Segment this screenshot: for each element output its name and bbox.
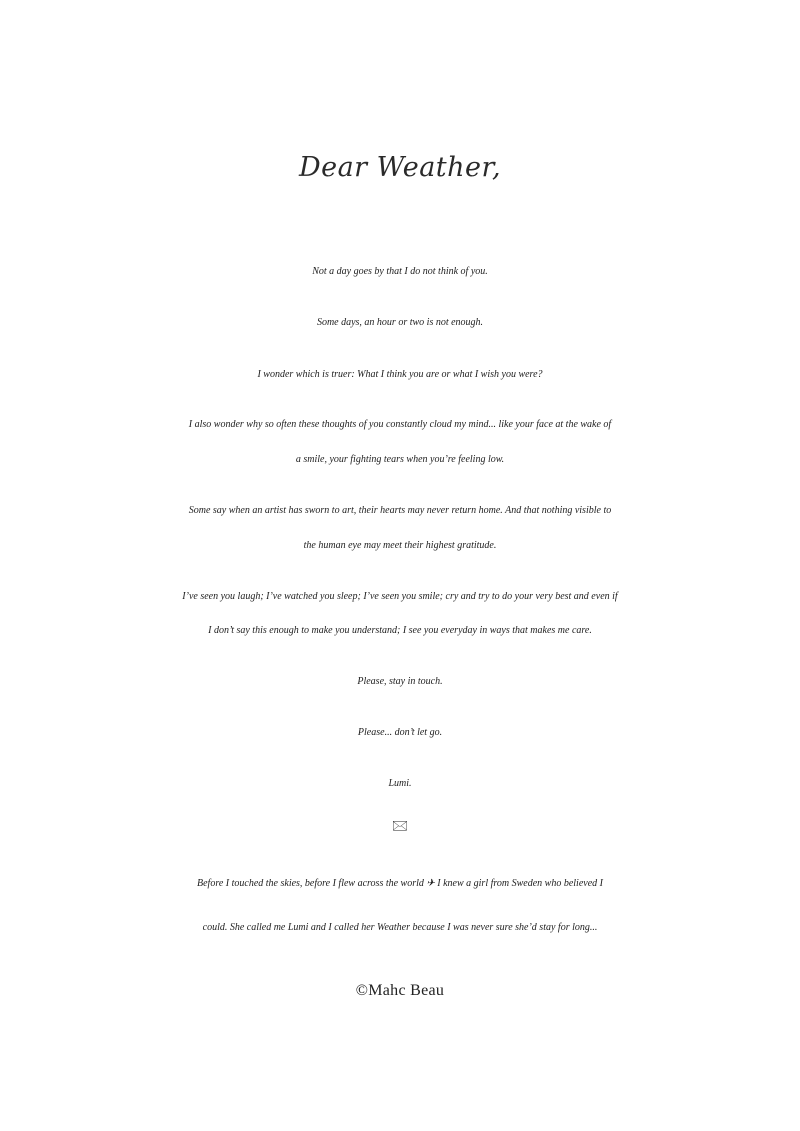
letter-line: I also wonder why so often these thoughts of you constantly cloud my mind... like your face at the wake of bbox=[188, 419, 612, 430]
letter-line: Please... don’t let go. bbox=[357, 727, 443, 738]
envelope-icon: 🖂 bbox=[391, 818, 409, 834]
letter-line: I wonder which is truer: What I think you are or what I wish you were? bbox=[257, 369, 543, 380]
letter-line: Some say when an artist has sworn to art, their hearts may never return home. And that nothing visible to bbox=[188, 505, 612, 516]
signature: Lumi. bbox=[388, 778, 412, 789]
letter-line: I don’t say this enough to make you understand; I see you everyday in ways that makes me care. bbox=[208, 625, 592, 636]
postscript-line: could. She called me Lumi and I called her Weather because I was never sure she’d stay for long... bbox=[202, 922, 598, 933]
postscript-line: Before I touched the skies, before I flew across the world ✈ I knew a girl from Sweden who believed I bbox=[197, 878, 603, 889]
letter-line: Some days, an hour or two is not enough. bbox=[316, 317, 484, 328]
letter-line: a smile, your fighting tears when you’re feeling low. bbox=[295, 454, 505, 465]
copyright-text: ©Mahc Beau bbox=[355, 982, 445, 999]
letter-line: Not a day goes by that I do not think of you. bbox=[312, 266, 488, 277]
letter-line: I’ve seen you laugh; I’ve watched you sleep; I’ve seen you smile; cry and try to do your very best and even if bbox=[182, 591, 618, 602]
letter-line: Please, stay in touch. bbox=[357, 676, 443, 687]
letter-title: Dear Weather, bbox=[298, 152, 502, 183]
letter-line: the human eye may meet their highest gratitude. bbox=[303, 540, 497, 551]
